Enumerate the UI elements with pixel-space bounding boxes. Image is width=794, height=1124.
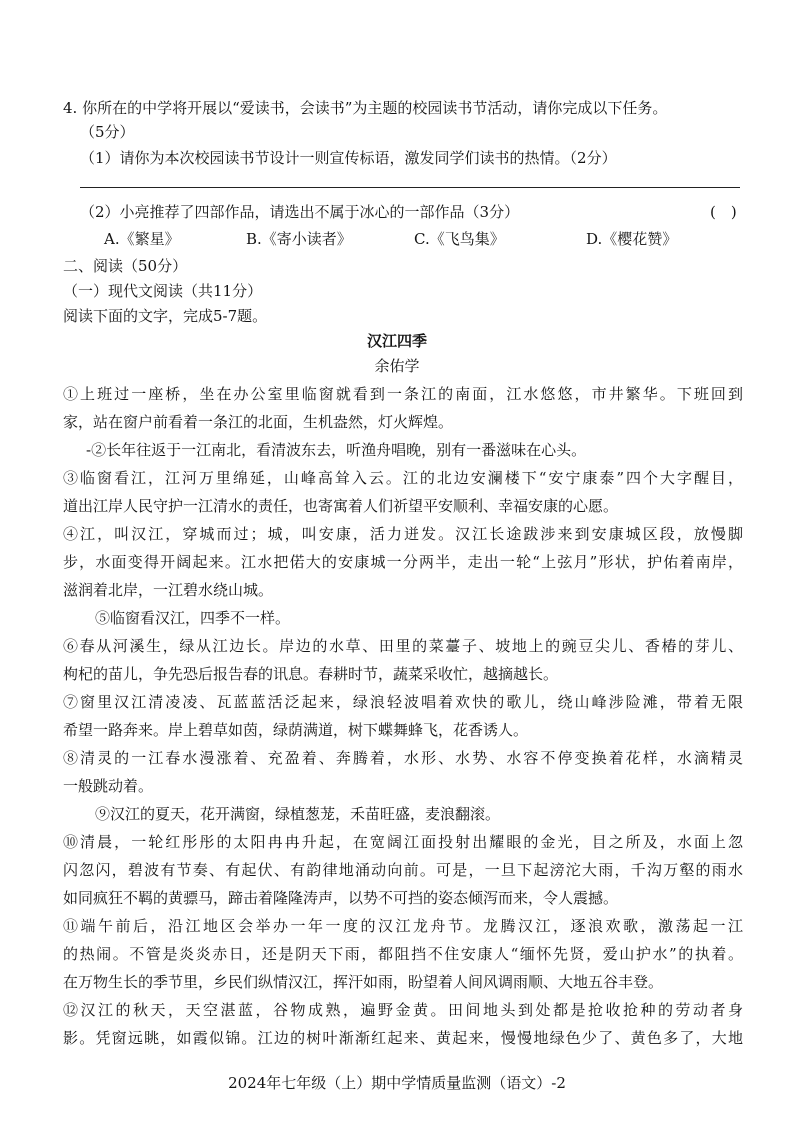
option-a: A.《繁星》 bbox=[104, 230, 180, 248]
para-4-line-3: 滋润着北岸，一江碧水绕山城。 bbox=[63, 581, 274, 599]
para-5: ⑤临窗看汉江，四季不一样。 bbox=[95, 609, 291, 627]
para-6-line-1: ⑥春从河溪生，绿从江边长。岸边的水草、田里的菜薹子、坡地上的豌豆尖儿、香椿的芽儿、 bbox=[63, 637, 743, 655]
section2-part1: （一）现代文阅读（共11分） bbox=[63, 282, 263, 300]
para-3-line-2: 道出江岸人民守护一江清水的责任，也寄寓着人们祈望平安顺利、幸福安康的心愿。 bbox=[63, 497, 619, 515]
option-c: C.《飞鸟集》 bbox=[414, 230, 505, 248]
section2-instruction: 阅读下面的文字，完成5-7题。 bbox=[63, 307, 268, 325]
para-1-line-1: ①上班过一座桥，坐在办公室里临窗就看到一条江的南面，江水悠悠，市井繁华。下班回到 bbox=[63, 385, 743, 403]
section2-heading: 二、阅读（50分） bbox=[63, 257, 188, 275]
para-2: -②长年往返于一江南北，看清波东去，听渔舟唱晚，别有一番滋味在心头。 bbox=[86, 441, 587, 459]
para-1-line-2: 家，站在窗户前看着一条江的北面，生机盎然，灯火辉煌。 bbox=[63, 413, 454, 431]
q4-stem: 4. 你所在的中学将开展以“爱读书，会读书”为主题的校园读书节活动，请你完成以下任务。 bbox=[63, 99, 668, 117]
option-d: D.《樱花赞》 bbox=[586, 230, 678, 248]
para-4-line-2: 步，水面变得开阔起来。江水把偌大的安康城一分两半，走出一轮“上弦月”形状，护佑着南岸， bbox=[63, 553, 743, 571]
para-12-line-1: ⑫汉江的秋天，天空湛蓝，谷物成熟，遍野金黄。田间地头到处都是抢收抢种的劳动者身 bbox=[63, 1001, 743, 1019]
para-7-line-1: ⑦窗里汉江清凌凌、瓦蓝蓝活泛起来，绿浪轻波唱着欢快的歌儿，绕山峰涉险滩，带着无限 bbox=[63, 693, 743, 711]
para-10-line-3: 如同疯狂不羁的黄骠马，蹄击着隆隆涛声，以势不可挡的姿态倾泻而来，令人震撼。 bbox=[63, 889, 619, 907]
option-b: B.《寄小读者》 bbox=[246, 230, 352, 248]
para-8-line-2: 一般跳动着。 bbox=[63, 777, 154, 795]
page-footer: 2024年七年级（上）期中学情质量监测（语文）-2 bbox=[228, 1074, 566, 1092]
q4-sub1: （1）请你为本次校园读书节设计一则宣传标语，激发同学们读书的热情。（2分） bbox=[80, 149, 617, 167]
para-11-line-1: ⑪端午前后，沿江地区会举办一年一度的汉江龙舟节。龙腾汉江，逐浪欢歌，激荡起一江 bbox=[63, 917, 743, 935]
para-12-line-2: 影。凭窗远眺，如霞似锦。江边的树叶渐渐红起来、黄起来，慢慢地绿色少了、黄色多了，大地 bbox=[63, 1029, 743, 1047]
answer-line bbox=[80, 187, 740, 188]
para-3-line-1: ③临窗看江，江河万里绵延，山峰高耸入云。江的北边安澜楼下“安宁康泰”四个大字醒目， bbox=[63, 469, 743, 487]
para-11-line-3: 在万物生长的季节里，乡民们纵情汉江，挥汗如雨，盼望着人间风调雨顺、大地五谷丰登。 bbox=[63, 973, 664, 991]
para-7-line-2: 希望一路奔来。岸上碧草如茵，绿荫满道，树下蝶舞蜂飞，花香诱人。 bbox=[63, 721, 529, 739]
para-8-line-1: ⑧清灵的一江春水漫涨着、充盈着、奔腾着，水形、水势、水容不停变换着花样，水滴精灵 bbox=[63, 749, 743, 767]
article-title: 汉江四季 bbox=[366, 332, 427, 350]
para-4-line-1: ④江，叫汉江，穿城而过；城，叫安康，活力迸发。汉江长途跋涉来到安康城区段，放慢脚 bbox=[63, 525, 743, 543]
para-10-line-1: ⑩清晨，一轮红彤彤的太阳冉冉升起，在宽阔江面投射出耀眼的金光，目之所及，水面上忽 bbox=[63, 833, 743, 851]
q4-sub2: （2）小亮推荐了四部作品，请选出不属于冰心的一部作品（3分） bbox=[80, 203, 520, 221]
para-6-line-2: 枸杞的苗儿，争先恐后报告春的讯息。春耕时节，蔬菜采收忙，越摘越长。 bbox=[63, 665, 559, 683]
para-11-line-2: 的热闹。不管是炎炎赤日，还是阴天下雨，都阻挡不住安康人“缅怀先贤，爱山护水”的执着。 bbox=[63, 945, 743, 963]
answer-bracket: ( ) bbox=[710, 203, 737, 221]
q4-points: （5分） bbox=[80, 123, 135, 141]
article-author: 余佑学 bbox=[374, 357, 420, 375]
para-9: ⑨汉江的夏天，花开满窗，绿植葱茏，禾苗旺盛，麦浪翻滚。 bbox=[95, 805, 501, 823]
para-10-line-2: 闪忽闪，碧波有节奏、有起伏、有韵律地涌动向前。可是，一旦下起滂沱大雨，千沟万壑的雨水 bbox=[63, 861, 743, 879]
